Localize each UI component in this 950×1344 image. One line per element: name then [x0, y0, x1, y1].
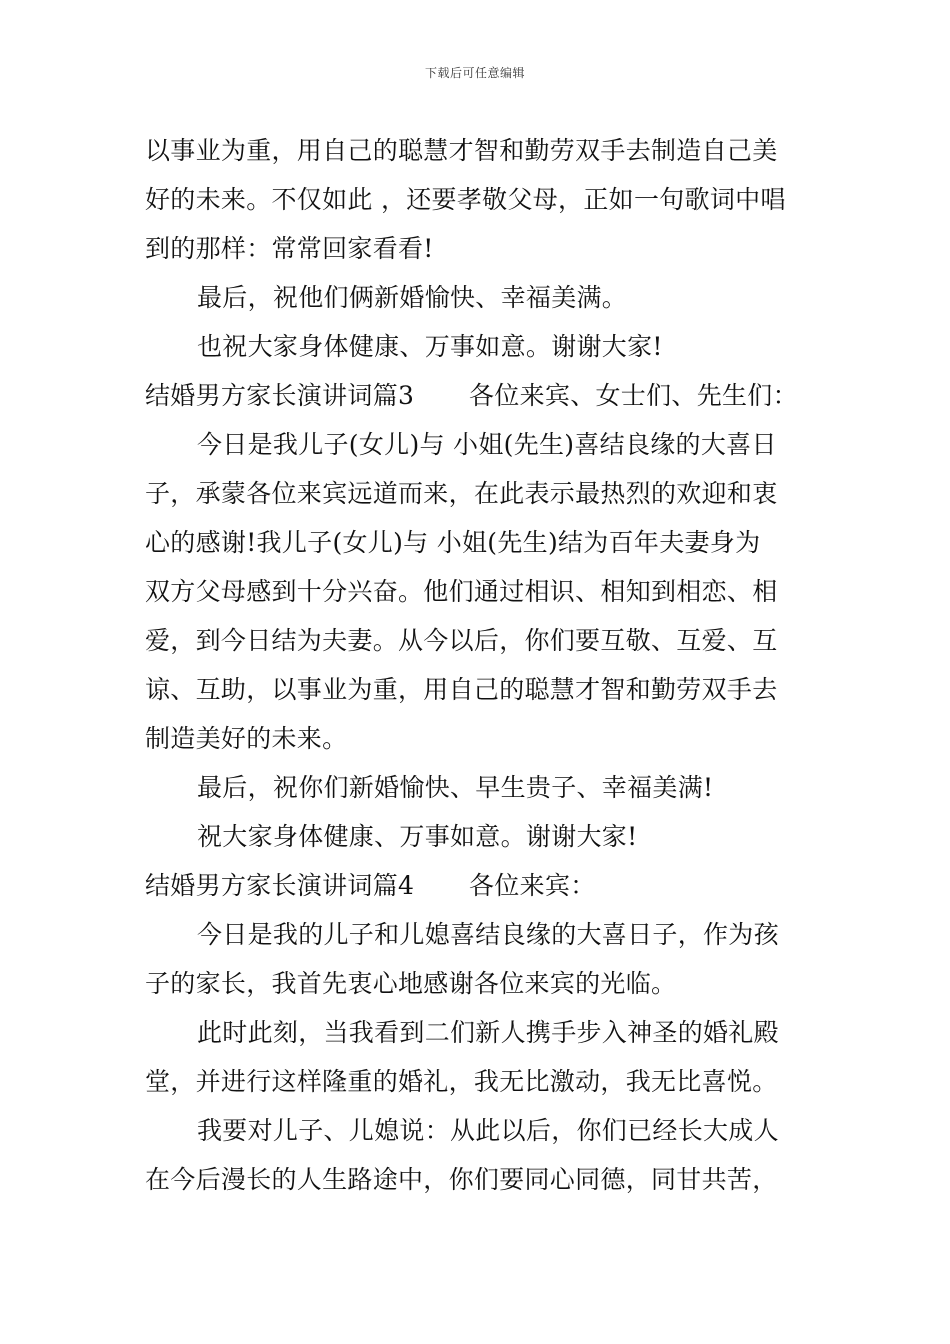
text-line: 制造美好的未来。 [145, 724, 348, 753]
section-title: 结婚男方家长演讲词篇4 [145, 871, 415, 900]
section-title: 结婚男方家长演讲词篇3 [145, 381, 415, 410]
paragraph-start: 也祝大家身体健康、万事如意。谢谢大家! [197, 332, 663, 361]
text-line: 到的那样：常常回家看看! [145, 234, 434, 263]
paragraph-start: 我要对儿子、儿媳说：从此以后，你们已经长大成人 [197, 1116, 779, 1145]
text-line: 心的感谢!我儿子(女儿)与 小姐(先生)结为百年夫妻身为 [145, 528, 761, 557]
text-line: 以事业为重，用自己的聪慧才智和勤劳双手去制造自己美 [145, 136, 778, 165]
text-line: 子的家长，我首先衷心地感谢各位来宾的光临。 [145, 969, 677, 998]
section-greeting: 各位来宾： [469, 871, 596, 900]
text-line: 在今后漫长的人生路途中，你们要同心同德，同甘共苦， [145, 1165, 778, 1194]
text-line: 爱，到今日结为夫妻。从今以后，你们要互敬、互爱、互 [145, 626, 778, 655]
section-heading [145, 861, 807, 910]
section-heading [145, 371, 807, 420]
text-line: 谅、互助，以事业为重，用自己的聪慧才智和勤劳双手去 [145, 675, 778, 704]
section-greeting: 各位来宾、女士们、先生们： [469, 381, 798, 410]
paragraph-start: 今日是我的儿子和儿媳喜结良缘的大喜日子，作为孩 [197, 920, 779, 949]
paragraph-start: 最后，祝你们新婚愉快、早生贵子、幸福美满! [197, 773, 714, 802]
page-header: 下载后可任意编辑 [424, 66, 525, 80]
text-line: 好的未来。不仅如此 ，还要孝敬父母，正如一句歌词中唱 [145, 185, 786, 214]
document-body [145, 126, 807, 1204]
text-line: 子，承蒙各位来宾远道而来，在此表示最热烈的欢迎和衷 [145, 479, 778, 508]
text-line: 双方父母感到十分兴奋。他们通过相识、相知到相恋、相 [145, 577, 778, 606]
paragraph-start: 此时此刻，当我看到二们新人携手步入神圣的婚礼殿 [197, 1018, 779, 1047]
paragraph-start: 最后，祝他们俩新婚愉快、幸福美满。 [197, 283, 628, 312]
text-line: 堂，并进行这样隆重的婚礼，我无比激动，我无比喜悦。 [145, 1067, 778, 1096]
paragraph-start: 今日是我儿子(女儿)与 小姐(先生)喜结良缘的大喜日 [197, 430, 777, 459]
paragraph-start: 祝大家身体健康、万事如意。谢谢大家! [197, 822, 638, 851]
